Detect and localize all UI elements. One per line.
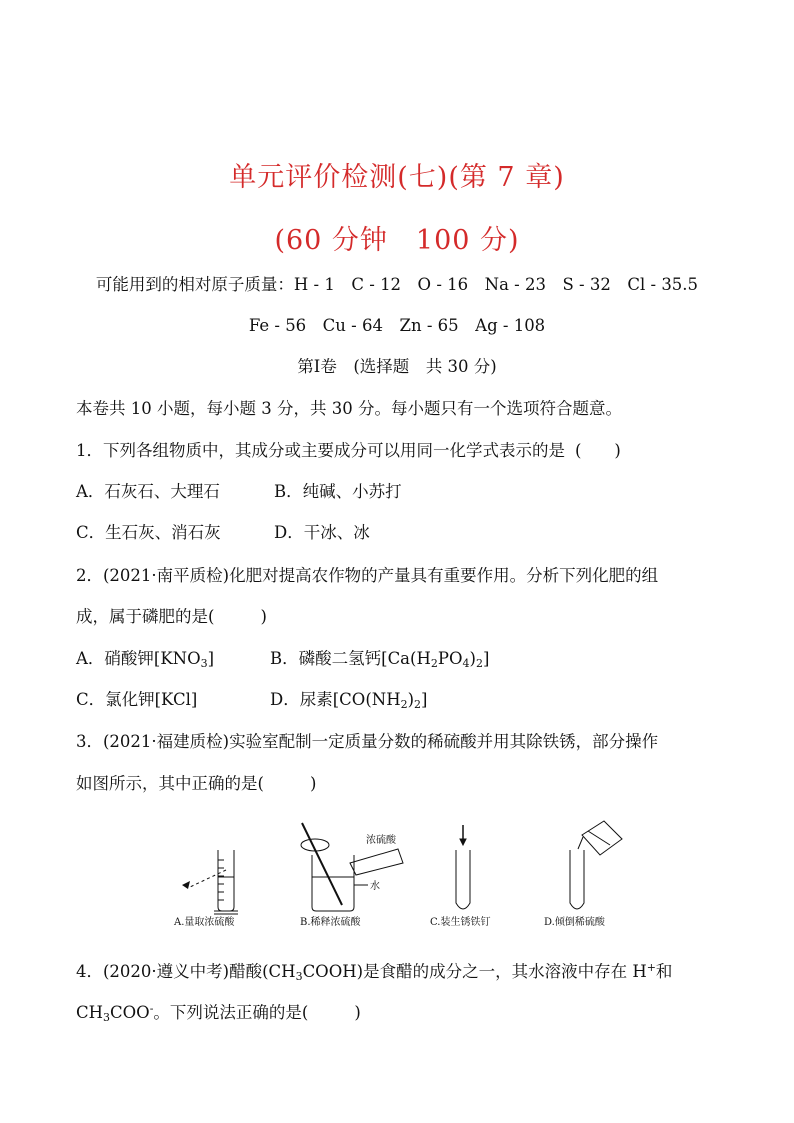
option-text: A．硝酸钾[KNO <box>76 649 201 668</box>
question-2-stem-line1: 2．(2021·南平质检)化肥对提高农作物的产量具有重要作用。分析下列化肥的组 <box>76 566 659 585</box>
answer-blank-close: ) <box>309 774 317 793</box>
eye-icon <box>182 881 190 889</box>
question-1-option-d: D．干冰、冰 <box>274 523 370 542</box>
page-subtitle: (60 分钟 100 分) <box>274 225 520 256</box>
question-2-option-c: C．氯化钾[KCl] <box>76 690 198 709</box>
question-2-option-d: D．尿素$[CO(NH_2)_2]$ <box>270 690 428 711</box>
question-1-option-c: C．生石灰、消石灰 <box>76 523 221 542</box>
figure-b-label: B.稀释浓硫酸 <box>300 917 361 928</box>
figure-a-cylinder <box>190 850 238 914</box>
question-2-option-b: B．磷酸二氢钙$[Ca(H_2PO_4)_2]$ <box>270 649 490 670</box>
section-title: 第Ⅰ卷 (选择题 共 30 分) <box>297 357 497 376</box>
question-3-stem-line2 <box>76 773 316 795</box>
page-title: 单元评价检测(七)(第 7 章) <box>229 162 565 193</box>
figure-c-test-tube <box>456 825 470 909</box>
question-1-option-b: B．纯碱、小苏打 <box>274 482 402 501</box>
question-stem-text: 成，属于磷肥的是( <box>76 607 215 626</box>
option-text: B．磷酸二氢钙[Ca(H <box>270 649 431 668</box>
question-3-stem-line1: 3．(2021·福建质检)实验室配制一定质量分数的稀硫酸并用其除铁锈，部分操作 <box>76 732 659 751</box>
option-text: D．尿素[CO(NH <box>270 690 401 709</box>
atomic-masses-line1: 可能用到的相对原子质量：H - 1 C - 12 O - 16 Na - 23 S - 32 Cl - 35.5 <box>95 275 699 294</box>
question-1-option-a: A．石灰石、大理石 <box>76 482 220 501</box>
question-stem-text: COOH)是食醋的成分之一，其水溶液中存在 H <box>302 962 647 981</box>
question-stem-text: CH <box>76 1003 104 1022</box>
question-2-stem-line2 <box>76 606 267 628</box>
question-stem-text: 4．(2020·遵义中考)醋酸(CH <box>76 962 296 981</box>
answer-blank: ( ) <box>575 441 621 460</box>
answer-blank-close: ) <box>354 1003 361 1022</box>
answer-blank-close: ) <box>260 607 267 626</box>
figure-b-annotation-acid: 浓硫酸 <box>366 835 396 846</box>
figure-c-label: C.装生锈铁钉 <box>430 917 491 928</box>
question-stem-text: COO <box>110 1003 150 1022</box>
question-4-stem-line1: 4．(2020·遵义中考)醋酸$(CH_3COOH)$是食醋的成分之一，其水溶液中存在 H+和 <box>76 961 673 983</box>
lab-operations-figure <box>160 815 640 940</box>
question-1-stem <box>76 440 621 462</box>
question-stem-text: 和 <box>655 962 673 981</box>
figure-a-label: A.量取浓硫酸 <box>174 917 235 928</box>
question-4-stem-line2: $CH_3COO^-$。下列说法正确的是( ) <box>76 1002 361 1024</box>
question-stem-text: 1．下列各组物质中，其成分或主要成分可以用同一化学式表示的是 <box>76 441 565 460</box>
figure-d-pouring <box>570 821 622 909</box>
atomic-masses-line2: Fe - 56 Cu - 64 Zn - 65 Ag - 108 <box>248 316 546 335</box>
question-stem-text: 如图所示，其中正确的是( <box>76 774 264 793</box>
figure-d-label: D.倾倒稀硫酸 <box>544 917 605 928</box>
question-2-option-a: A．硝酸钾$[KNO_3]$ <box>76 649 215 670</box>
figure-b-annotation-water: 水 <box>370 881 380 892</box>
question-stem-text: 。下列说法正确的是( <box>153 1003 309 1022</box>
instructions: 本卷共 10 小题，每小题 3 分，共 30 分。每小题只有一个选项符合题意。 <box>76 399 622 418</box>
